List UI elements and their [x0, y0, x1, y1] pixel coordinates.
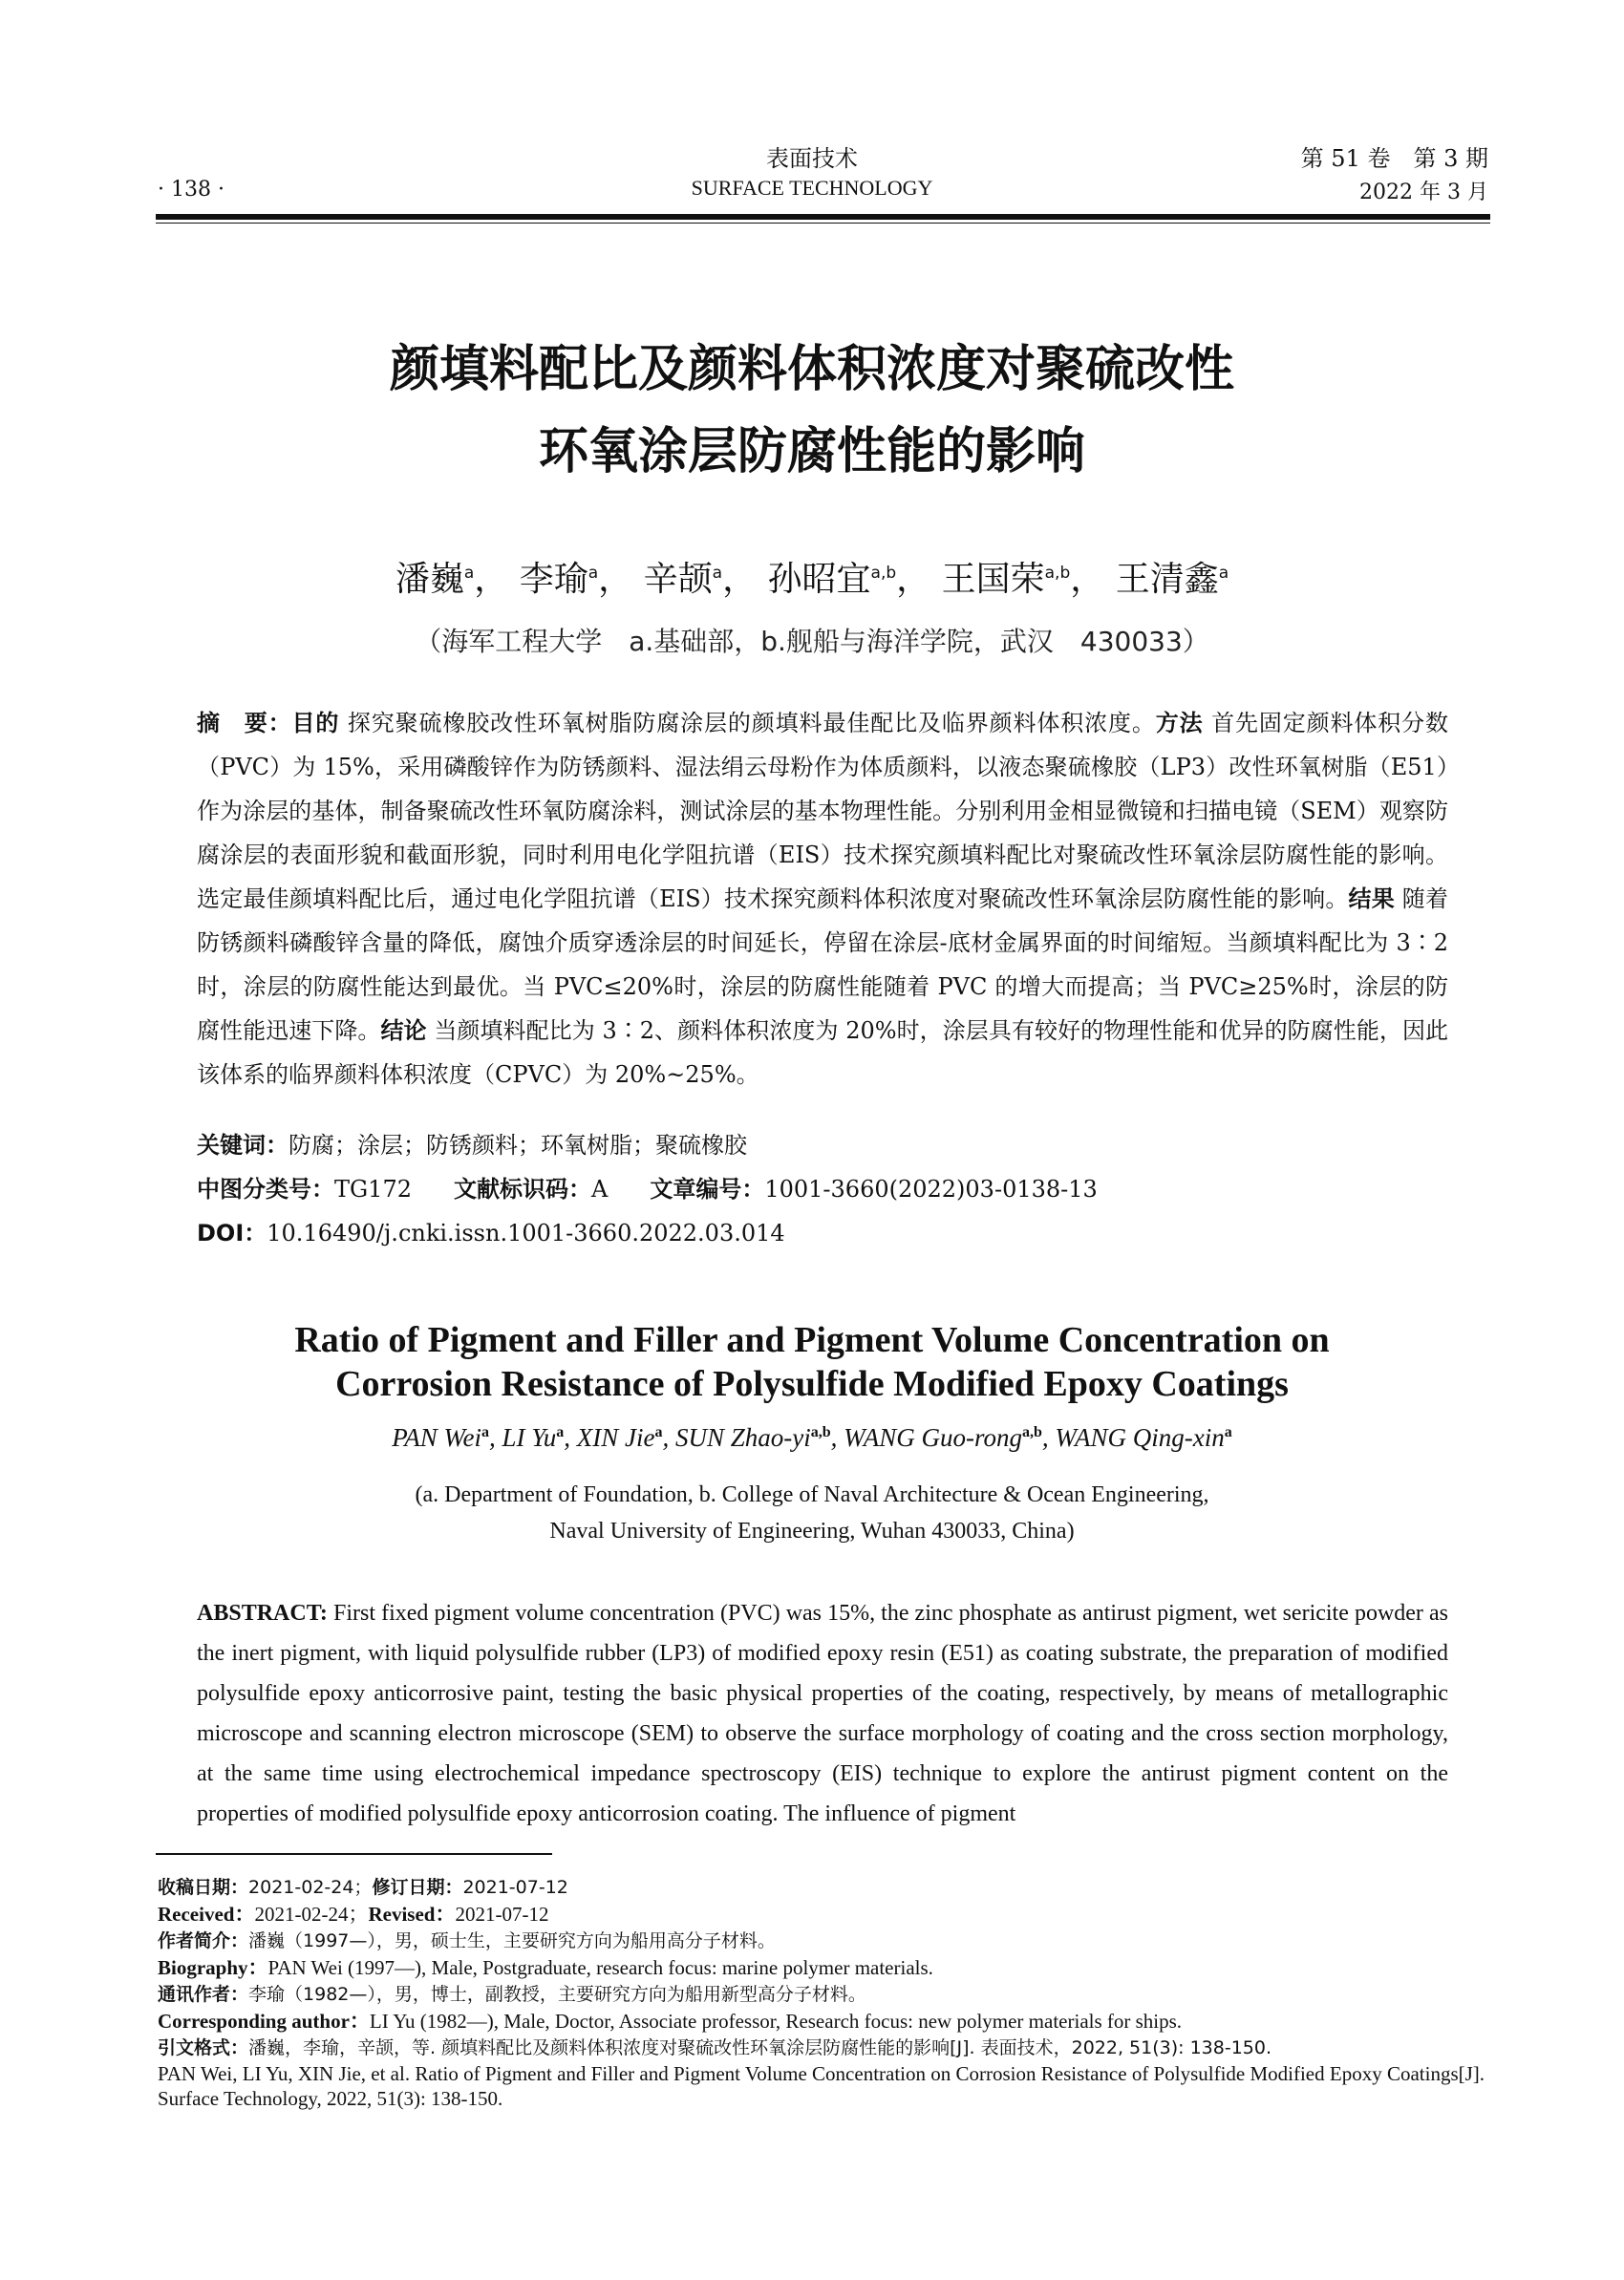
title-en-line2: Corrosion Resistance of Polysulfide Modified Epoxy Coatings	[335, 1364, 1289, 1404]
footnote-cite-en: PAN Wei, LI Yu, XIN Jie, et al. Ratio of Pigment and Filler and Pigment Volume Concentration on Corrosion Resistance of Polysulfide Modified Epoxy Coatings[J]. Surface Technology, 2022, 51(3): 138-150.	[158, 2062, 1485, 2110]
issue-date: 2022 年 3 月	[1359, 181, 1488, 204]
affiliation-cn: （海军工程大学 a.基础部，b.舰船与海洋学院，武汉 430033）	[415, 626, 1209, 657]
classification-line: 中图分类号：TG172 文献标识码：A 文章编号：1001-3660(2022)03-0138-13	[197, 1176, 1098, 1203]
footnote-corr-cn: 通讯作者：李瑜（1982—），男，博士，副教授，主要研究方向为船用新型高分子材料。	[158, 1984, 866, 2005]
abstract-cn: 摘 要：目的 探究聚硫橡胶改性环氧树脂防腐涂层的颜填料最佳配比及临界颜料体积浓度。方法 首先固定颜料体积分数（PVC）为 15%，采用磷酸锌作为防锈颜料、湿法绢云母粉作为体质颜料，以液态聚硫橡胶（LP3）改性环氧树脂（E51）作为涂层的基体，制备聚硫改性环氧防腐涂料，测试涂层的基本物理性能。分别利用金相显微镜和扫描电镜（SEM）观察防腐涂层的表面形貌和截面形貌，同时利用电化学阻抗谱（EIS）技术探究颜填料配比对聚硫改性环氧涂层防腐性能的影响。选定最佳颜填料配比后，通过电化学阻抗谱（EIS）技术探究颜料体积浓度对聚硫改性环氧涂层防腐性能的影响。结果 随着防锈颜料磷酸锌含量的降低，腐蚀介质穿透涂层的时间延长，停留在涂层-底材金属界面的时间缩短。当颜填料配比为 3∶2 时，涂层的防腐性能达到最优。当 PVC≤20%时，涂层的防腐性能随着 PVC 的增大而提高；当 PVC≥25%时，涂层的防腐性能迅速下降。结论 当颜填料配比为 3∶2、颜料体积浓度为 20%时，涂层具有较好的物理性能和优异的防腐性能，因此该体系的临界颜料体积浓度（CPVC）为 20%~25%。	[197, 710, 1449, 1088]
journal-name-cn: 表面技术	[766, 145, 858, 172]
keywords-cn: 关键词：防腐；涂层；防锈颜料；环氧树脂；聚硫橡胶	[197, 1132, 747, 1159]
footnote-received-en: Received：2021-02-24；Revised：2021-07-12	[158, 1903, 549, 1926]
footnote-received-cn: 收稿日期：2021-02-24；修订日期：2021-07-12	[158, 1877, 568, 1898]
author-cn: 孙昭宜	[767, 560, 871, 599]
author-cn: 潘巍	[395, 560, 464, 599]
volume-issue: 第 51 卷 第 3 期	[1300, 145, 1488, 172]
footnote-bio-en: Biography：PAN Wei (1997—), Male, Postgraduate, research focus: marine polymer materials.	[158, 1956, 933, 1979]
author-cn: 李瑜	[519, 560, 588, 599]
header-rule-thin	[156, 223, 1490, 224]
author-cn: 辛颉	[643, 560, 713, 599]
title-cn-line1: 颜填料配比及颜料体积浓度对聚硫改性	[389, 341, 1234, 398]
page-number: · 138 ·	[158, 178, 224, 202]
doi-link[interactable]: 10.16490/j.cnki.issn.1001-3660.2022.03.014	[267, 1220, 785, 1247]
footnote-corr-en: Corresponding author：LI Yu (1982—), Male, Doctor, Associate professor, Research focus: new polymer materials for ships.	[158, 2010, 1183, 2033]
header-rule-thick	[156, 214, 1490, 220]
authors-en: PAN Wei$^a$, LI Yu$^a$, XIN Jie$^a$, SUN Zhao-yi$^{a,b}$, WANG Guo-rong$^{a,b}$, WANG Qing-xin$^a$	[392, 1423, 1232, 1452]
title-en-line1: Ratio of Pigment and Filler and Pigment Volume Concentration on	[294, 1320, 1330, 1360]
abstract-en: ABSTRACT: First fixed pigment volume concentration (PVC) was 15%, the zinc phosphate as antirust pigment, wet sericite powder as the inert pigment, with liquid polysulfide rubber (LP3) of modified epoxy resin (E51) as coating substrate, the preparation of modified polysulfide epoxy anticorrosive paint, testing the basic physical properties of the coating, respectively, by means of metallographic microscope and scanning electron microscope (SEM) to observe the surface morphology of coating and the cross section morphology, at the same time using electrochemical impedance spectroscopy (EIS) technique to explore the antirust pigment content on the properties of modified polysulfide epoxy anticorrosion coating. The influence of pigment	[197, 1601, 1448, 1826]
footnote-rule	[156, 1853, 552, 1855]
author-cn: 王清鑫	[1115, 560, 1219, 599]
journal-name-en: SURFACE TECHNOLOGY	[691, 176, 933, 200]
author-cn: 王国荣	[941, 560, 1045, 599]
footnote-cite-cn: 引文格式：潘巍，李瑜，辛颉，等. 颜填料配比及颜料体积浓度对聚硫改性环氧涂层防腐性能的影响[J]. 表面技术，2022, 51(3): 138-150.	[158, 2037, 1271, 2058]
authors-cn: 潘巍$^a$， 李瑜$^a$， 辛颉$^a$， 孙昭宜$^{a,b}$， 王国荣$^{a,b}$， 王清鑫$^a$	[395, 560, 1229, 599]
affiliation-en-line2: Naval University of Engineering, Wuhan 430033, China)	[549, 1519, 1075, 1544]
footnote-bio-cn: 作者简介：潘巍（1997—），男，硕士生，主要研究方向为船用高分子材料。	[158, 1930, 776, 1951]
affiliation-en-line1: (a. Department of Foundation, b. College of Naval Architecture & Ocean Engineering,	[415, 1482, 1209, 1507]
doi-line: DOI：10.16490/j.cnki.issn.1001-3660.2022.03.014	[197, 1220, 785, 1247]
title-cn-line2: 环氧涂层防腐性能的影响	[538, 423, 1085, 480]
